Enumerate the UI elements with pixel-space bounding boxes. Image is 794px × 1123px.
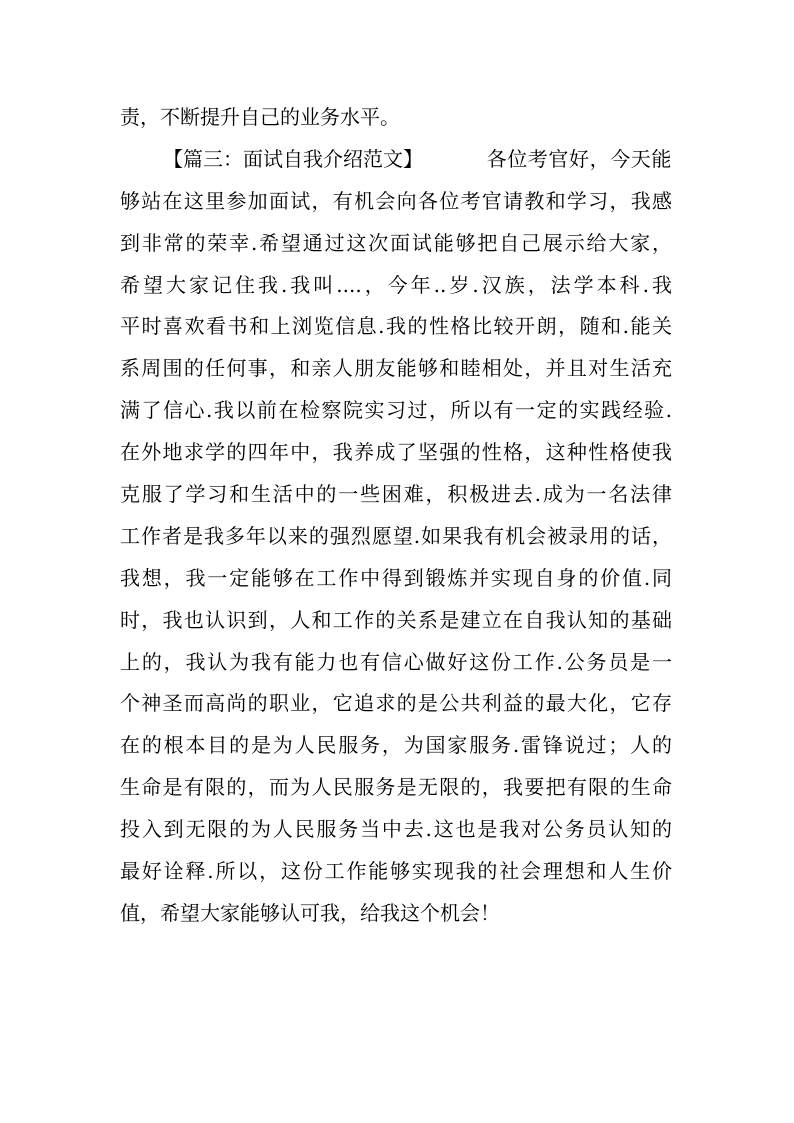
paragraph-line: 工作者是我多年以来的强烈愿望.如果我有机会被录用的话， xyxy=(120,523,672,548)
paragraph-last-line: 值，希望大家能够认可我，给我这个机会！ xyxy=(120,900,500,925)
paragraph-line: 满了信心.我以前在检察院实习过，所以有一定的实践经验. xyxy=(120,398,672,423)
document-body xyxy=(120,97,672,935)
paragraph-line: 个神圣而高尚的职业，它追求的是公共利益的最大化，它存 xyxy=(120,691,672,716)
paragraph-line: 最好诠释.所以，这份工作能够实现我的社会理想和人生价 xyxy=(120,859,672,884)
paragraph-line: 克服了学习和生活中的一些困难，积极进去.成为一名法律 xyxy=(120,482,672,507)
paragraph-line: 够站在这里参加面试，有机会向各位考官请教和学习，我感 xyxy=(120,188,672,213)
paragraph-line: 平时喜欢看书和上浏览信息.我的性格比较开朗，随和.能关 xyxy=(120,314,672,339)
section-heading: 【篇三：面试自我介绍范文】 xyxy=(163,146,423,171)
paragraph-line: 上的，我认为我有能力也有信心做好这份工作.公务员是一 xyxy=(120,649,672,674)
paragraph-line: 在的根本目的是为人民服务，为国家服务.雷锋说过；人的 xyxy=(120,733,672,758)
paragraph-line: 生命是有限的，而为人民服务是无限的，我要把有限的生命 xyxy=(120,775,672,800)
paragraph-line: 在外地求学的四年中，我养成了坚强的性格，这种性格使我 xyxy=(120,440,672,465)
paragraph-line: 到非常的荣幸.希望通过这次面试能够把自己展示给大家， xyxy=(120,230,672,255)
paragraph-line: 各位考官好，今天能 xyxy=(486,146,672,171)
previous-paragraph-tail: 责，不断提升自己的业务水平。 xyxy=(120,105,400,129)
paragraph-line: 系周围的任何事，和亲人朋友能够和睦相处，并且对生活充 xyxy=(120,356,672,381)
paragraph-line: 希望大家记住我.我叫....，今年..岁.汉族，法学本科.我 xyxy=(120,272,672,297)
section-heading-line xyxy=(120,139,672,181)
paragraph-line: 时，我也认识到，人和工作的关系是建立在自我认知的基础 xyxy=(120,607,672,632)
paragraph-line: 投入到无限的为人民服务当中去.这也是我对公务员认知的 xyxy=(120,817,672,842)
paragraph-line: 我想，我一定能够在工作中得到锻炼并实现自身的价值.同 xyxy=(120,565,672,590)
